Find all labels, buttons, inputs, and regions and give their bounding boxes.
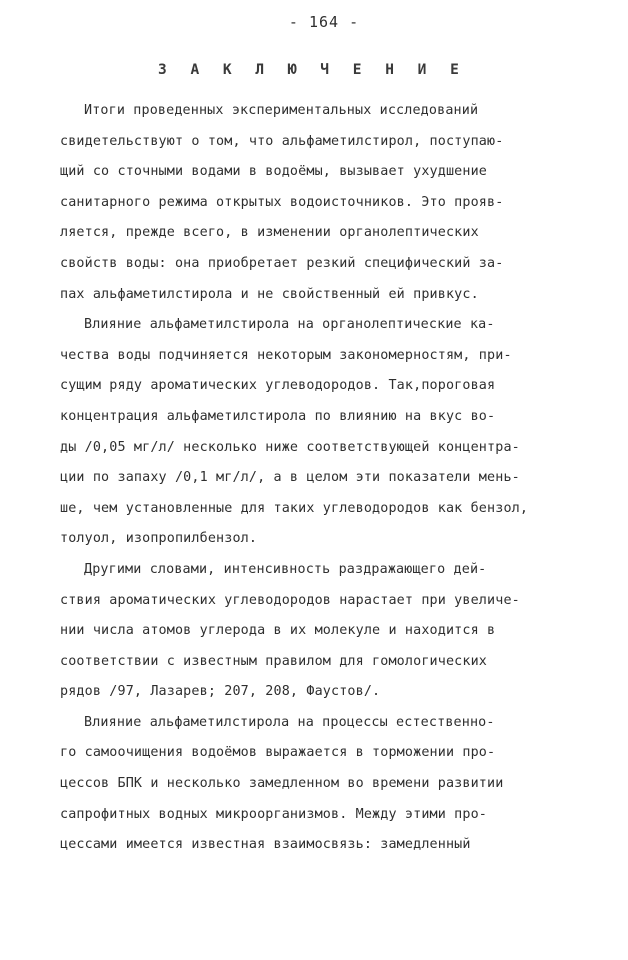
text-line: рядов /97, Лазарев; 207, 208, Фаустов/. [60, 684, 381, 700]
body-text [60, 96, 620, 861]
text-line: ляется, прежде всего, в изменении органолептических [60, 225, 479, 241]
text-line: цессов БПК и несколько замедленном во времени развитии [60, 776, 504, 792]
text-line: свидетельствуют о том, что альфаметилстирол, поступаю- [60, 133, 504, 149]
text-line: чества воды подчиняется некоторым закономерностям, при- [60, 347, 512, 363]
text-line: свойств воды: она приобретает резкий специфический за- [60, 255, 504, 271]
text-line: Влияние альфаметилстирола на органолептические ка- [84, 317, 495, 333]
text-line: пах альфаметилстирола и не свойственный ей привкус. [60, 286, 479, 302]
text-line: Влияние альфаметилстирола на процессы естественно- [84, 714, 495, 730]
text-line: сущим ряду ароматических углеводородов. Так,пороговая [60, 378, 496, 394]
text-line: толуол, изопропилбензол. [60, 531, 258, 547]
text-line: ше, чем установленные для таких углеводородов как бензол, [60, 500, 529, 516]
page-number: - 164 - [288, 13, 360, 31]
text-line: ции по запаху /0,1 мг/л/, а в целом эти показатели мень- [60, 470, 520, 486]
text-line: нии числа атомов углерода в их молекуле и находится в [60, 623, 496, 639]
text-line: ствия ароматических углеводородов нарастает при увеличе- [60, 592, 520, 608]
text-line: Итоги проведенных экспериментальных исследований [84, 103, 479, 118]
text-line: сапрофитных водных микроорганизмов. Между этими про- [60, 806, 488, 822]
text-line: го самоочищения водоёмов выражается в торможении про- [60, 745, 496, 761]
text-line: цессами имеется известная взаимосвязь: замедленный [60, 837, 471, 853]
text-line: концентрация альфаметилстирола по влиянию на вкус во- [60, 408, 496, 424]
text-line: щий со сточными водами в водоёмы, вызывает ухудшение [60, 164, 488, 180]
page-title: З А К Л Ю Ч Е Н И Е [158, 62, 467, 78]
text-line: Другими словами, интенсивность раздражающего дей- [84, 561, 487, 577]
text-line: санитарного режима открытых водоисточников. Это прояв- [60, 194, 504, 210]
text-line: соответствии с известным правилом для гомологических [60, 653, 488, 669]
text-line: ды /0,05 мг/л/ несколько ниже соответствующей концентра- [60, 439, 520, 455]
